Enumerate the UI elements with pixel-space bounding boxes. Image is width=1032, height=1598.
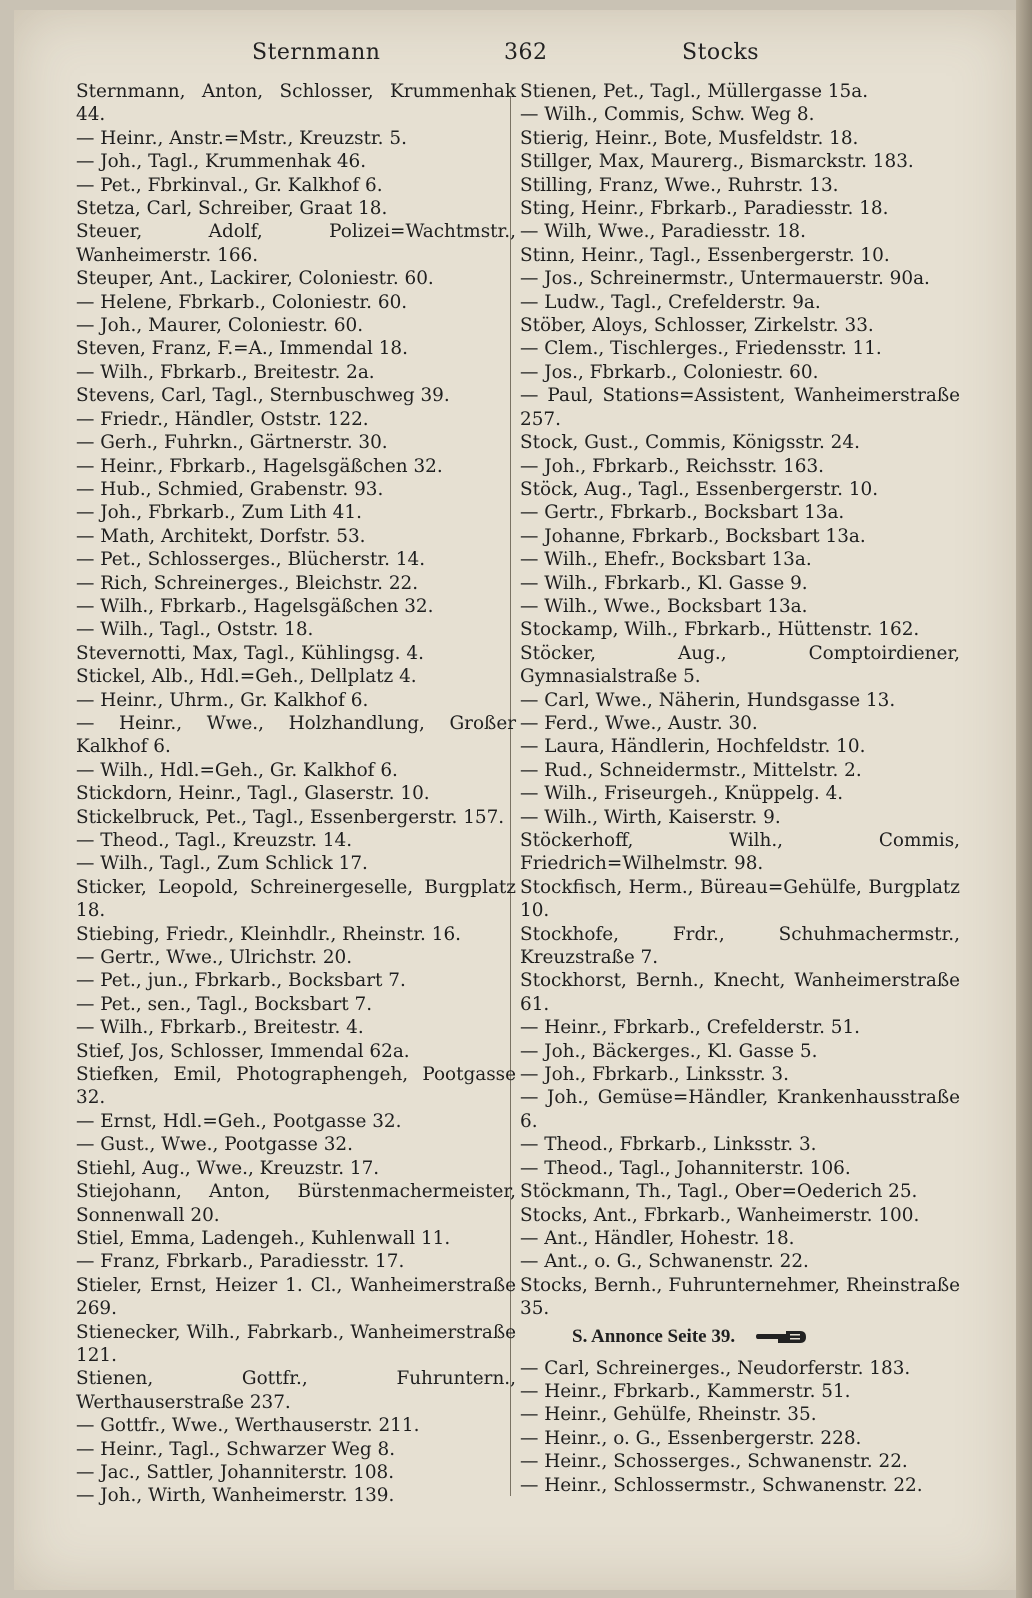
directory-entry: Steven, Franz, F.=A., Immendal 18. xyxy=(76,338,408,360)
directory-entry: Stocks, Bernh., Fuhrunternehmer, Rheinstraße 35. xyxy=(520,1274,960,1320)
directory-entry: — Math, Architekt, Dorfstr. 53. xyxy=(76,525,366,547)
directory-entry: Stierig, Heinr., Bote, Musfeldstr. 18. xyxy=(520,127,859,149)
pointing-hand-icon xyxy=(756,1330,808,1344)
directory-entry: Stienen, Gottfr., Fuhruntern., Werthauserstraße 237. xyxy=(76,1368,516,1413)
directory-entry: — Wilh., Tagl., Oststr. 18. xyxy=(76,619,314,641)
directory-entry: — Joh., Fbrkarb., Reichsstr. 163. xyxy=(520,455,825,477)
directory-entry: — Helene, Fbrkarb., Coloniestr. 60. xyxy=(76,291,408,313)
directory-entry: — Wilh., Friseurgeh., Knüppelg. 4. xyxy=(520,783,844,805)
left-column xyxy=(76,80,516,1508)
directory-entry: — Ant., o. G., Schwanenstr. 22. xyxy=(520,1251,809,1273)
directory-entry: Stockhorst, Bernh., Knecht, Wanheimerstraße 61. xyxy=(520,970,960,1015)
directory-entry: — Pet., Schlosserges., Blücherstr. 14. xyxy=(76,549,426,571)
directory-entry: — Friedr., Händler, Oststr. 122. xyxy=(76,408,369,430)
directory-entry: Stickel, Alb., Hdl.=Geh., Dellplatz 4. xyxy=(76,666,417,688)
directory-entry: Stockhofe, Frdr., Schuhmachermstr., Kreuzstraße 7. xyxy=(520,923,960,969)
directory-entry: Stief, Jos, Schlosser, Immendal 62a. xyxy=(76,1040,410,1062)
directory-entry: Stienecker, Wilh., Fabrkarb., Wanheimerstraße 121. xyxy=(76,1321,516,1366)
directory-entry: Stöckerhoff, Wilh., Commis, Friedrich=Wilhelmstr. 98. xyxy=(520,830,960,875)
directory-entry: Steuper, Ant., Lackirer, Coloniestr. 60. xyxy=(76,268,434,290)
directory-entry: — Carl, Wwe., Näherin, Hundsgasse 13. xyxy=(520,689,896,711)
directory-entry: — Heinr., Fbrkarb., Kammerstr. 51. xyxy=(520,1380,851,1402)
directory-entry: — Wilh., Wwe., Bocksbart 13a. xyxy=(520,595,808,617)
directory-entry: — Heinr., Uhrm., Gr. Kalkhof 6. xyxy=(76,689,369,711)
page-number: 362 xyxy=(504,40,548,65)
directory-entry: — Joh., Fbrkarb., Linksstr. 3. xyxy=(520,1064,789,1086)
page-header xyxy=(14,40,1018,74)
directory-entry: — Wilh., Hdl.=Geh., Gr. Kalkhof 6. xyxy=(76,759,398,781)
directory-entry: Stiefken, Emil, Photographengeh, Pootgasse 32. xyxy=(76,1064,516,1109)
directory-entry: — Gottfr., Wwe., Werthauserstr. 211. xyxy=(76,1415,420,1437)
directory-entry: — Wilh., Fbrkarb., Kl. Gasse 9. xyxy=(520,572,808,594)
directory-entry: — Pet., jun., Fbrkarb., Bocksbart 7. xyxy=(76,970,406,992)
directory-entry: Stock, Gust., Commis, Königsstr. 24. xyxy=(520,432,860,454)
directory-entry: — Gust., Wwe., Pootgasse 32. xyxy=(76,1134,353,1156)
directory-entry: — Pet., Fbrkinval., Gr. Kalkhof 6. xyxy=(76,174,383,196)
directory-entry: Stieler, Ernst, Heizer 1. Cl., Wanheimerstraße 269. xyxy=(76,1274,516,1320)
directory-entry: — Paul, Stations=Assistent, Wanheimerstraße 257. xyxy=(520,385,960,430)
directory-entry: Steuer, Adolf, Polizei=Wachtmstr., Wanheimerstr. 166. xyxy=(76,221,516,266)
directory-entry: — Heinr., Gehülfe, Rheinstr. 35. xyxy=(520,1404,817,1426)
directory-entry: — Joh., Gemüse=Händler, Krankenhausstraße 6. xyxy=(520,1087,960,1132)
directory-entry: Stockamp, Wilh., Fbrkarb., Hüttenstr. 162. xyxy=(520,619,920,641)
directory-entry: — Theod., Tagl., Kreuzstr. 14. xyxy=(76,830,353,851)
directory-entry: — Joh., Bäckerges., Kl. Gasse 5. xyxy=(520,1040,818,1062)
directory-entry: Stöck, Aug., Tagl., Essenbergerstr. 10. xyxy=(520,478,879,500)
directory-entry: — Wilh., Wirth, Kaiserstr. 9. xyxy=(520,806,781,828)
directory-entry: — Ferd., Wwe., Austr. 30. xyxy=(520,712,758,734)
directory-entry: Sting, Heinr., Fbrkarb., Paradiesstr. 18. xyxy=(520,198,889,220)
directory-entry: — Laura, Händlerin, Hochfeldstr. 10. xyxy=(520,736,866,758)
directory-entry: Stockfisch, Herm., Büreau=Gehülfe, Burgplatz 10. xyxy=(520,876,960,922)
directory-entry: — Wilh., Fbrkarb., Breitestr. 2a. xyxy=(76,361,375,383)
directory-entry: Stiel, Emma, Ladengeh., Kuhlenwall 11. xyxy=(76,1227,451,1249)
directory-entry: Stöcker, Aug., Comptoirdiener, Gymnasialstraße 5. xyxy=(520,642,960,688)
directory-page xyxy=(14,10,1018,1590)
right-column-entries xyxy=(520,80,960,1321)
directory-entry: — Jos., Fbrkarb., Coloniestr. 60. xyxy=(520,361,819,383)
directory-entry: Stinn, Heinr., Tagl., Essenbergerstr. 10. xyxy=(520,244,890,266)
directory-entry: — Ludw., Tagl., Crefelderstr. 9a. xyxy=(520,291,821,313)
directory-entry: — Theod., Tagl., Johanniterstr. 106. xyxy=(520,1157,851,1179)
directory-entry: — Gerh., Fuhrkn., Gärtnerstr. 30. xyxy=(76,432,388,454)
directory-entry: Stocks, Ant., Fbrkarb., Wanheimerstr. 100. xyxy=(520,1204,920,1226)
directory-entry: — Wilh., Ehefr., Bocksbart 13a. xyxy=(520,549,812,571)
directory-entry: — Jos., Schreinermstr., Untermauerstr. 90a. xyxy=(520,268,930,290)
running-head-left: Sternmann xyxy=(252,40,381,65)
directory-entry: — Heinr., Fbrkarb., Crefelderstr. 51. xyxy=(520,1017,861,1039)
directory-entry: — Heinr., Wwe., Holzhandlung, Großer Kalkhof 6. xyxy=(76,712,516,758)
directory-entry: — Wilh., Commis, Schw. Weg 8. xyxy=(520,104,815,126)
directory-entry: Stickdorn, Heinr., Tagl., Glaserstr. 10. xyxy=(76,783,430,805)
directory-entry: Stienen, Pet., Tagl., Müllergasse 15a. xyxy=(520,81,869,102)
directory-entry: Stevernotti, Max, Tagl., Kühlingsg. 4. xyxy=(76,642,424,664)
directory-entry: — Johanne, Fbrkarb., Bocksbart 13a. xyxy=(520,525,866,547)
annonce-note xyxy=(520,1321,960,1357)
directory-entry: Sternmann, Anton, Schlosser, Krummenhak 44. xyxy=(76,81,516,126)
directory-entry: — Heinr., Anstr.=Mstr., Kreuzstr. 5. xyxy=(76,127,407,149)
directory-entry: — Wilh, Wwe., Paradiesstr. 18. xyxy=(520,221,806,243)
directory-entry: — Joh., Fbrkarb., Zum Lith 41. xyxy=(76,502,362,524)
directory-entry: — Wilh., Tagl., Zum Schlick 17. xyxy=(76,853,368,875)
directory-entry: — Wilh., Fbrkarb., Hagelsgäßchen 32. xyxy=(76,595,434,617)
directory-entry: — Heinr., Fbrkarb., Hagelsgäßchen 32. xyxy=(76,455,443,477)
right-column xyxy=(520,80,960,1497)
directory-entry: — Joh., Tagl., Krummenhak 46. xyxy=(76,151,367,173)
directory-entry: — Rud., Schneidermstr., Mittelstr. 2. xyxy=(520,759,862,781)
directory-entry: — Franz, Fbrkarb., Paradiesstr. 17. xyxy=(76,1251,405,1273)
directory-entry: Stevens, Carl, Tagl., Sternbuschweg 39. xyxy=(76,385,450,407)
right-column-entries-after xyxy=(520,1357,960,1497)
running-head-right: Stocks xyxy=(682,40,760,65)
directory-entry: — Heinr., Schlossermstr., Schwanenstr. 22. xyxy=(520,1474,923,1496)
directory-entry: Stetza, Carl, Schreiber, Graat 18. xyxy=(76,198,388,220)
directory-entry: — Ant., Händler, Hohestr. 18. xyxy=(520,1227,795,1249)
directory-entry: — Heinr., Schosserges., Schwanenstr. 22. xyxy=(520,1451,908,1473)
directory-entry: — Pet., sen., Tagl., Bocksbart 7. xyxy=(76,993,373,1015)
directory-entry: Stiehl, Aug., Wwe., Kreuzstr. 17. xyxy=(76,1157,380,1179)
directory-entry: — Heinr., o. G., Essenbergerstr. 228. xyxy=(520,1427,862,1449)
directory-entry: — Jac., Sattler, Johanniterstr. 108. xyxy=(76,1461,395,1483)
annonce-text: S. Annonce Seite 39. xyxy=(572,1325,736,1347)
page-edge xyxy=(1016,0,1032,1598)
directory-entry: — Wilh., Fbrkarb., Breitestr. 4. xyxy=(76,1017,364,1039)
directory-entry: Sticker, Leopold, Schreinergeselle, Burgplatz 18. xyxy=(76,876,516,922)
directory-entry: — Clem., Tischlerges., Friedensstr. 11. xyxy=(520,338,882,360)
directory-entry: Stiejohann, Anton, Bürstenmachermeister, Sonnenwall 20. xyxy=(76,1181,516,1226)
directory-entry: — Joh., Wirth, Wanheimerstr. 139. xyxy=(76,1485,395,1507)
directory-entry: — Hub., Schmied, Grabenstr. 93. xyxy=(76,478,384,500)
directory-entry: — Gertr., Fbrkarb., Bocksbart 13a. xyxy=(520,502,845,524)
directory-entry: — Joh., Maurer, Coloniestr. 60. xyxy=(76,315,364,337)
directory-entry: Stillger, Max, Maurerg., Bismarckstr. 183. xyxy=(520,151,914,173)
directory-entry: — Heinr., Tagl., Schwarzer Weg 8. xyxy=(76,1438,396,1460)
directory-entry: — Carl, Schreinerges., Neudorferstr. 183. xyxy=(520,1357,911,1379)
directory-entry: — Ernst, Hdl.=Geh., Pootgasse 32. xyxy=(76,1110,402,1132)
directory-entry: — Gertr., Wwe., Ulrichstr. 20. xyxy=(76,947,353,969)
directory-entry: Stickelbruck, Pet., Tagl., Essenbergerstr. 157. xyxy=(76,806,505,828)
directory-entry: Stilling, Franz, Wwe., Ruhrstr. 13. xyxy=(520,174,839,196)
directory-entry: — Theod., Fbrkarb., Linksstr. 3. xyxy=(520,1134,817,1156)
directory-entry: — Rich, Schreinerges., Bleichstr. 22. xyxy=(76,572,419,594)
directory-entry: Stöber, Aloys, Schlosser, Zirkelstr. 33. xyxy=(520,315,874,337)
directory-entry: Stiebing, Friedr., Kleinhdlr., Rheinstr. 16. xyxy=(76,923,461,945)
directory-entry: Stöckmann, Th., Tagl., Ober=Oederich 25. xyxy=(520,1181,918,1203)
